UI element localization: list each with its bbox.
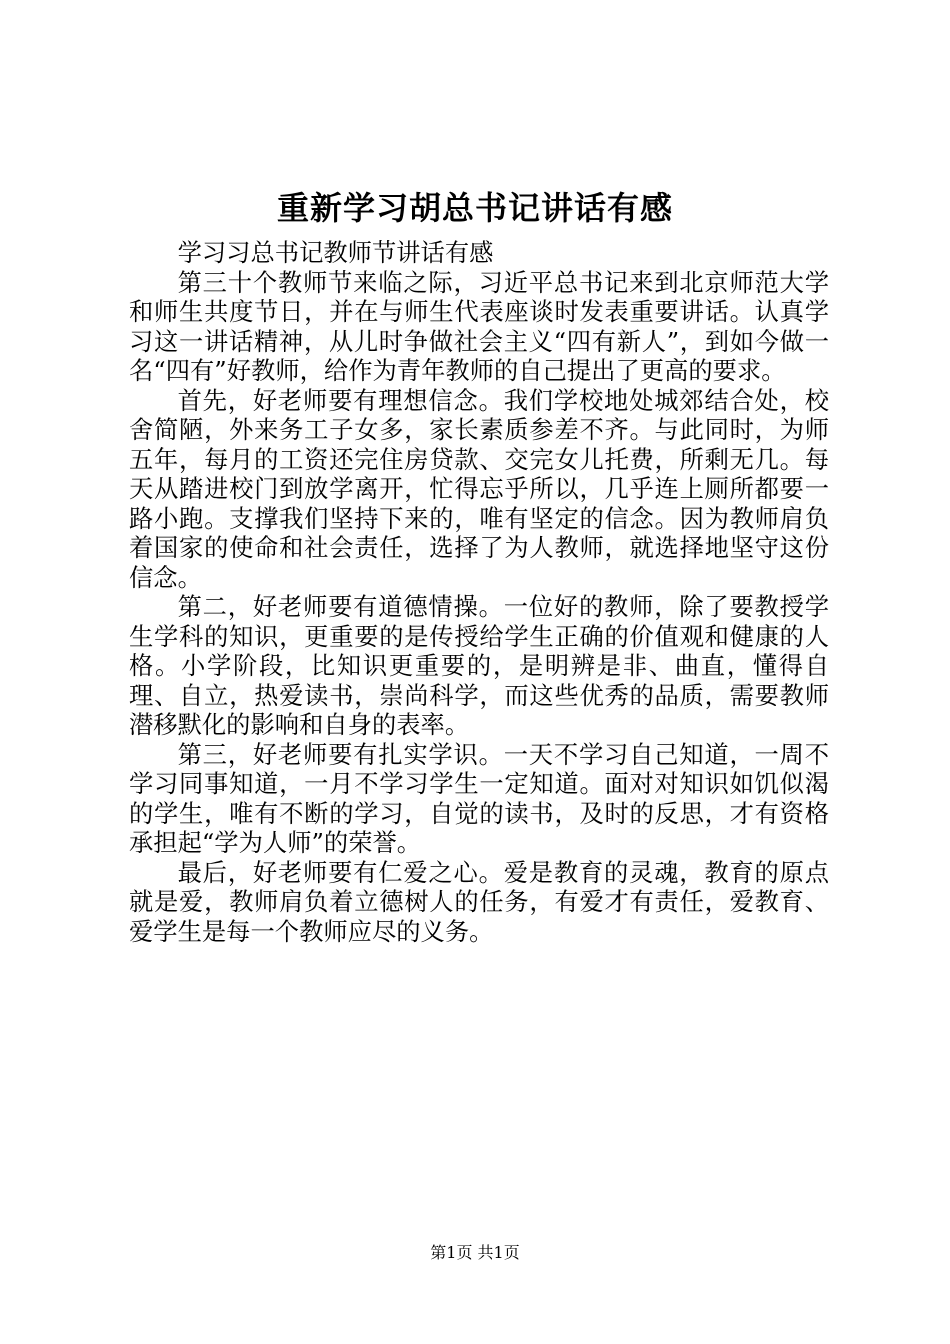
second-point-paragraph: 第二，好老师要有道德情操。一位好的教师，除了要教授学生学科的知识，更重要的是传授给学生正确的价值观和健康的人格。小学阶段，比知识更重要的，是明辨是非、曲直，懂得自理、自立，热爱读书，崇尚科学，而这些优秀的品质，需要教师潜移默化的影响和自身的表率。 <box>129 592 829 739</box>
first-point-paragraph: 首先，好老师要有理想信念。我们学校地处城郊结合处，校舍简陋，外来务工子女多，家长素质参差不齐。与此同时，为师五年，每月的工资还完住房贷款、交完女儿托费，所剩无几。每天从踏进校门到放学离开，忙得忘乎所以，几乎连上厕所都要一路小跑。支撑我们坚持下来的，唯有坚定的信念。因为教师肩负着国家的使命和社会责任，选择了为人教师，就选择地坚守这份信念。 <box>129 385 829 592</box>
final-point-paragraph: 最后，好老师要有仁爱之心。爱是教育的灵魂，教育的原点就是爱，教师肩负着立德树人的任务，有爱才有责任，爱教育、爱学生是每一个教师应尽的义务。 <box>129 857 829 946</box>
document-body <box>129 238 829 946</box>
intro-paragraph: 第三十个教师节来临之际，习近平总书记来到北京师范大学和师生共度节日，并在与师生代表座谈时发表重要讲话。认真学习这一讲话精神，从儿时争做社会主义“四有新人”，到如今做一名“四有”好教师，给作为青年教师的自己提出了更高的要求。 <box>129 267 829 385</box>
subtitle-paragraph: 学习习总书记教师节讲话有感 <box>177 238 494 267</box>
document-title: 重新学习胡总书记讲话有感 <box>276 189 673 227</box>
page-number-footer: 第1页 共1页 <box>430 1243 520 1262</box>
third-point-paragraph: 第三，好老师要有扎实学识。一天不学习自己知道，一周不学习同事知道，一月不学习学生一定知道。面对对知识如饥似渴的学生，唯有不断的学习，自觉的读书，及时的反思，才有资格承担起“学为人师”的荣誉。 <box>129 739 829 857</box>
